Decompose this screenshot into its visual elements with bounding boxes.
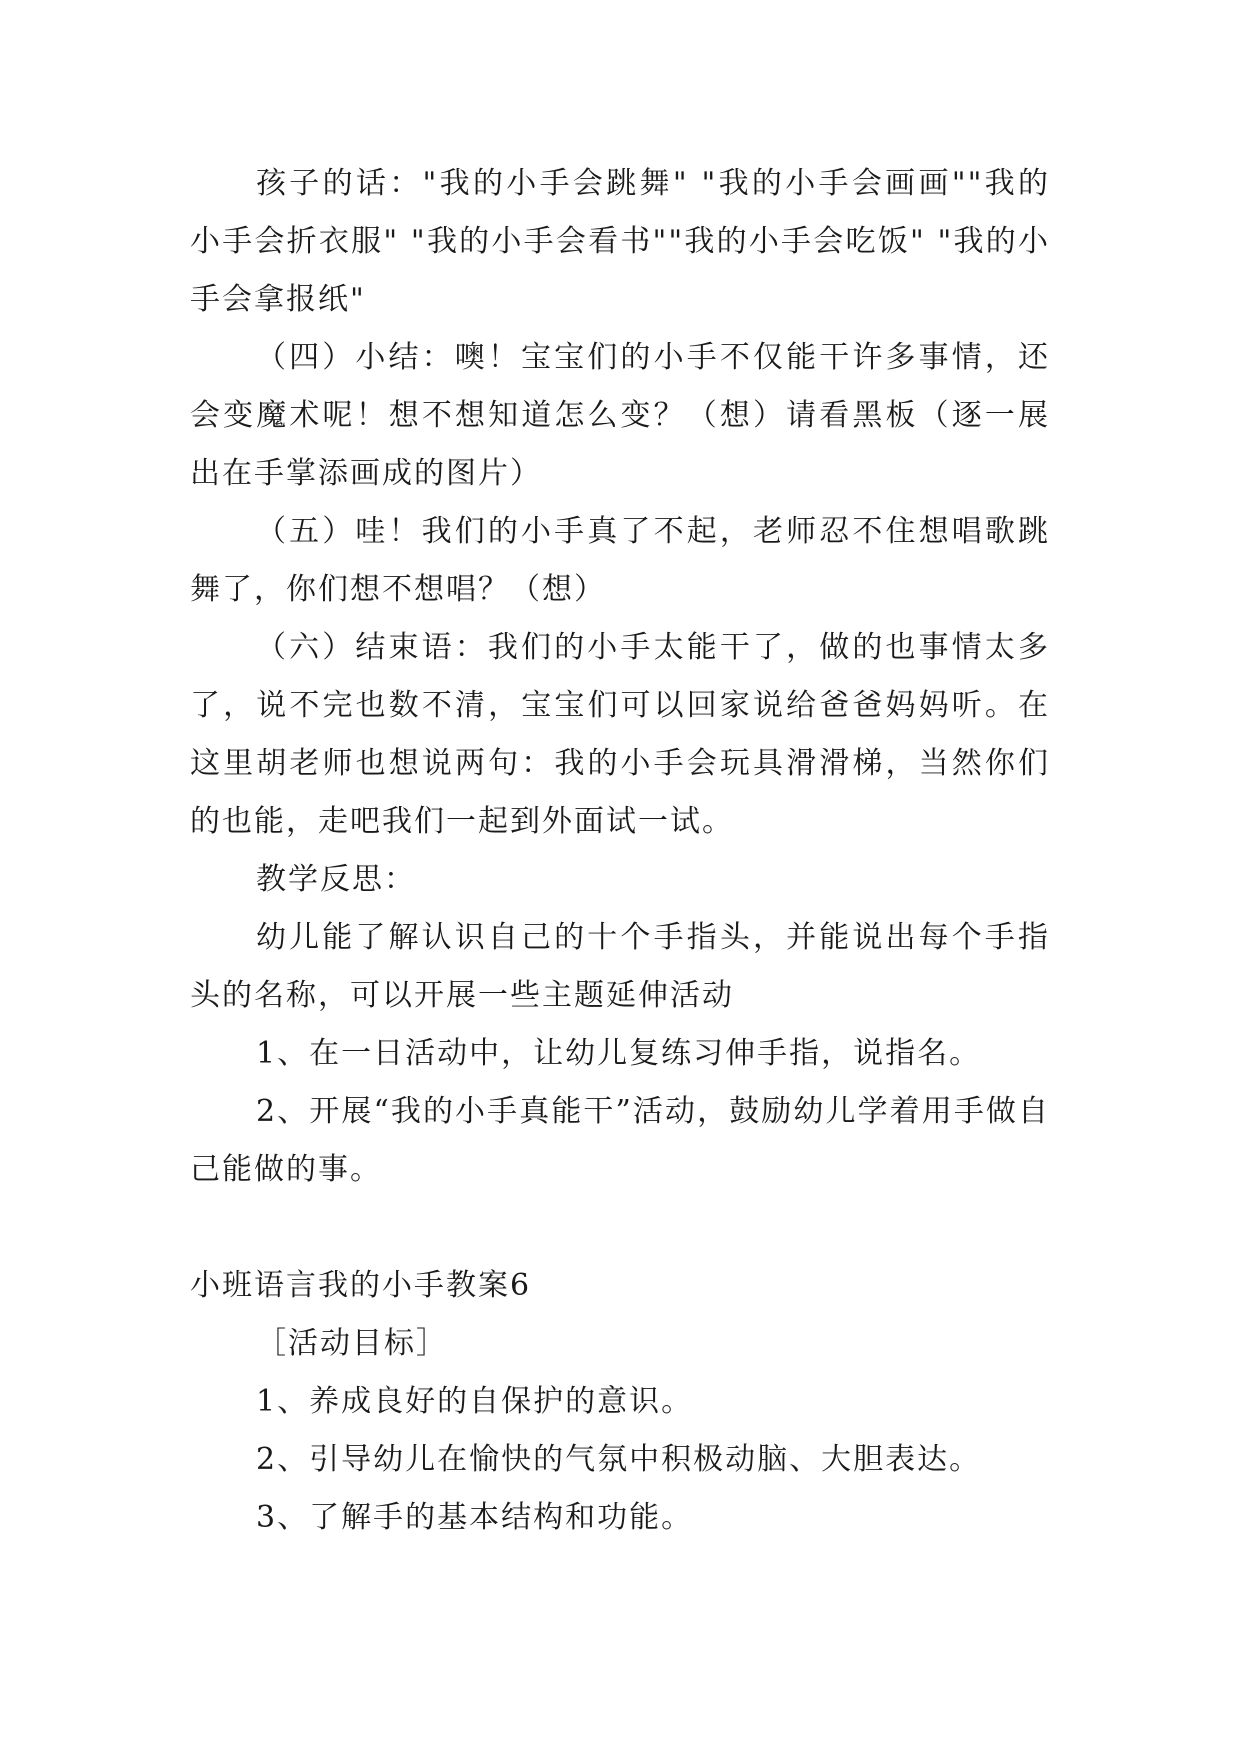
paragraph-summary-four: （四）小结：噢！宝宝们的小手不仅能干许多事情，还会变魔术呢！想不想知道怎么变？（想）请看黑板（逐一展出在手掌添画成的图片）	[190, 340, 1050, 491]
paragraph-goal-three: 3、了解手的基本结构和功能。	[256, 1500, 694, 1535]
paragraph-reflection-body: 幼儿能了解认识自己的十个手指头，并能说出每个手指头的名称，可以开展一些主题延伸活动	[190, 920, 1050, 1013]
paragraph-goal-one: 1、养成良好的自保护的意识。	[256, 1384, 694, 1419]
paragraph-reflection-heading: 教学反思：	[256, 862, 416, 897]
section-title: 小班语言我的小手教案6	[190, 1268, 532, 1303]
document-body	[190, 155, 1050, 1547]
paragraph-children-words: 孩子的话："我的小手会跳舞" "我的小手会画画""我的小手会折衣服" "我的小手会看书""我的小手会吃饭" "我的小手会拿报纸"	[190, 166, 1050, 317]
paragraph-step-five: （五）哇！我们的小手真了不起，老师忍不住想唱歌跳舞了，你们想不想唱？（想）	[190, 514, 1050, 607]
paragraph-goals-heading: ［活动目标］	[256, 1326, 448, 1361]
paragraph-extension-two: 2、开展“我的小手真能干”活动，鼓励幼儿学着用手做自己能做的事。	[190, 1094, 1050, 1187]
paragraph-closing-six: （六）结束语：我们的小手太能干了，做的也事情太多了，说不完也数不清，宝宝们可以回家说给爸爸妈妈听。在这里胡老师也想说两句：我的小手会玩具滑滑梯，当然你们的也能，走吧我们一起到外面试一试。	[190, 630, 1050, 839]
paragraph-extension-one: 1、在一日活动中，让幼儿复练习伸手指，说指名。	[256, 1036, 982, 1071]
paragraph-goal-two: 2、引导幼儿在愉快的气氛中积极动脑、大胆表达。	[256, 1442, 982, 1477]
section-gap	[190, 1199, 1050, 1257]
